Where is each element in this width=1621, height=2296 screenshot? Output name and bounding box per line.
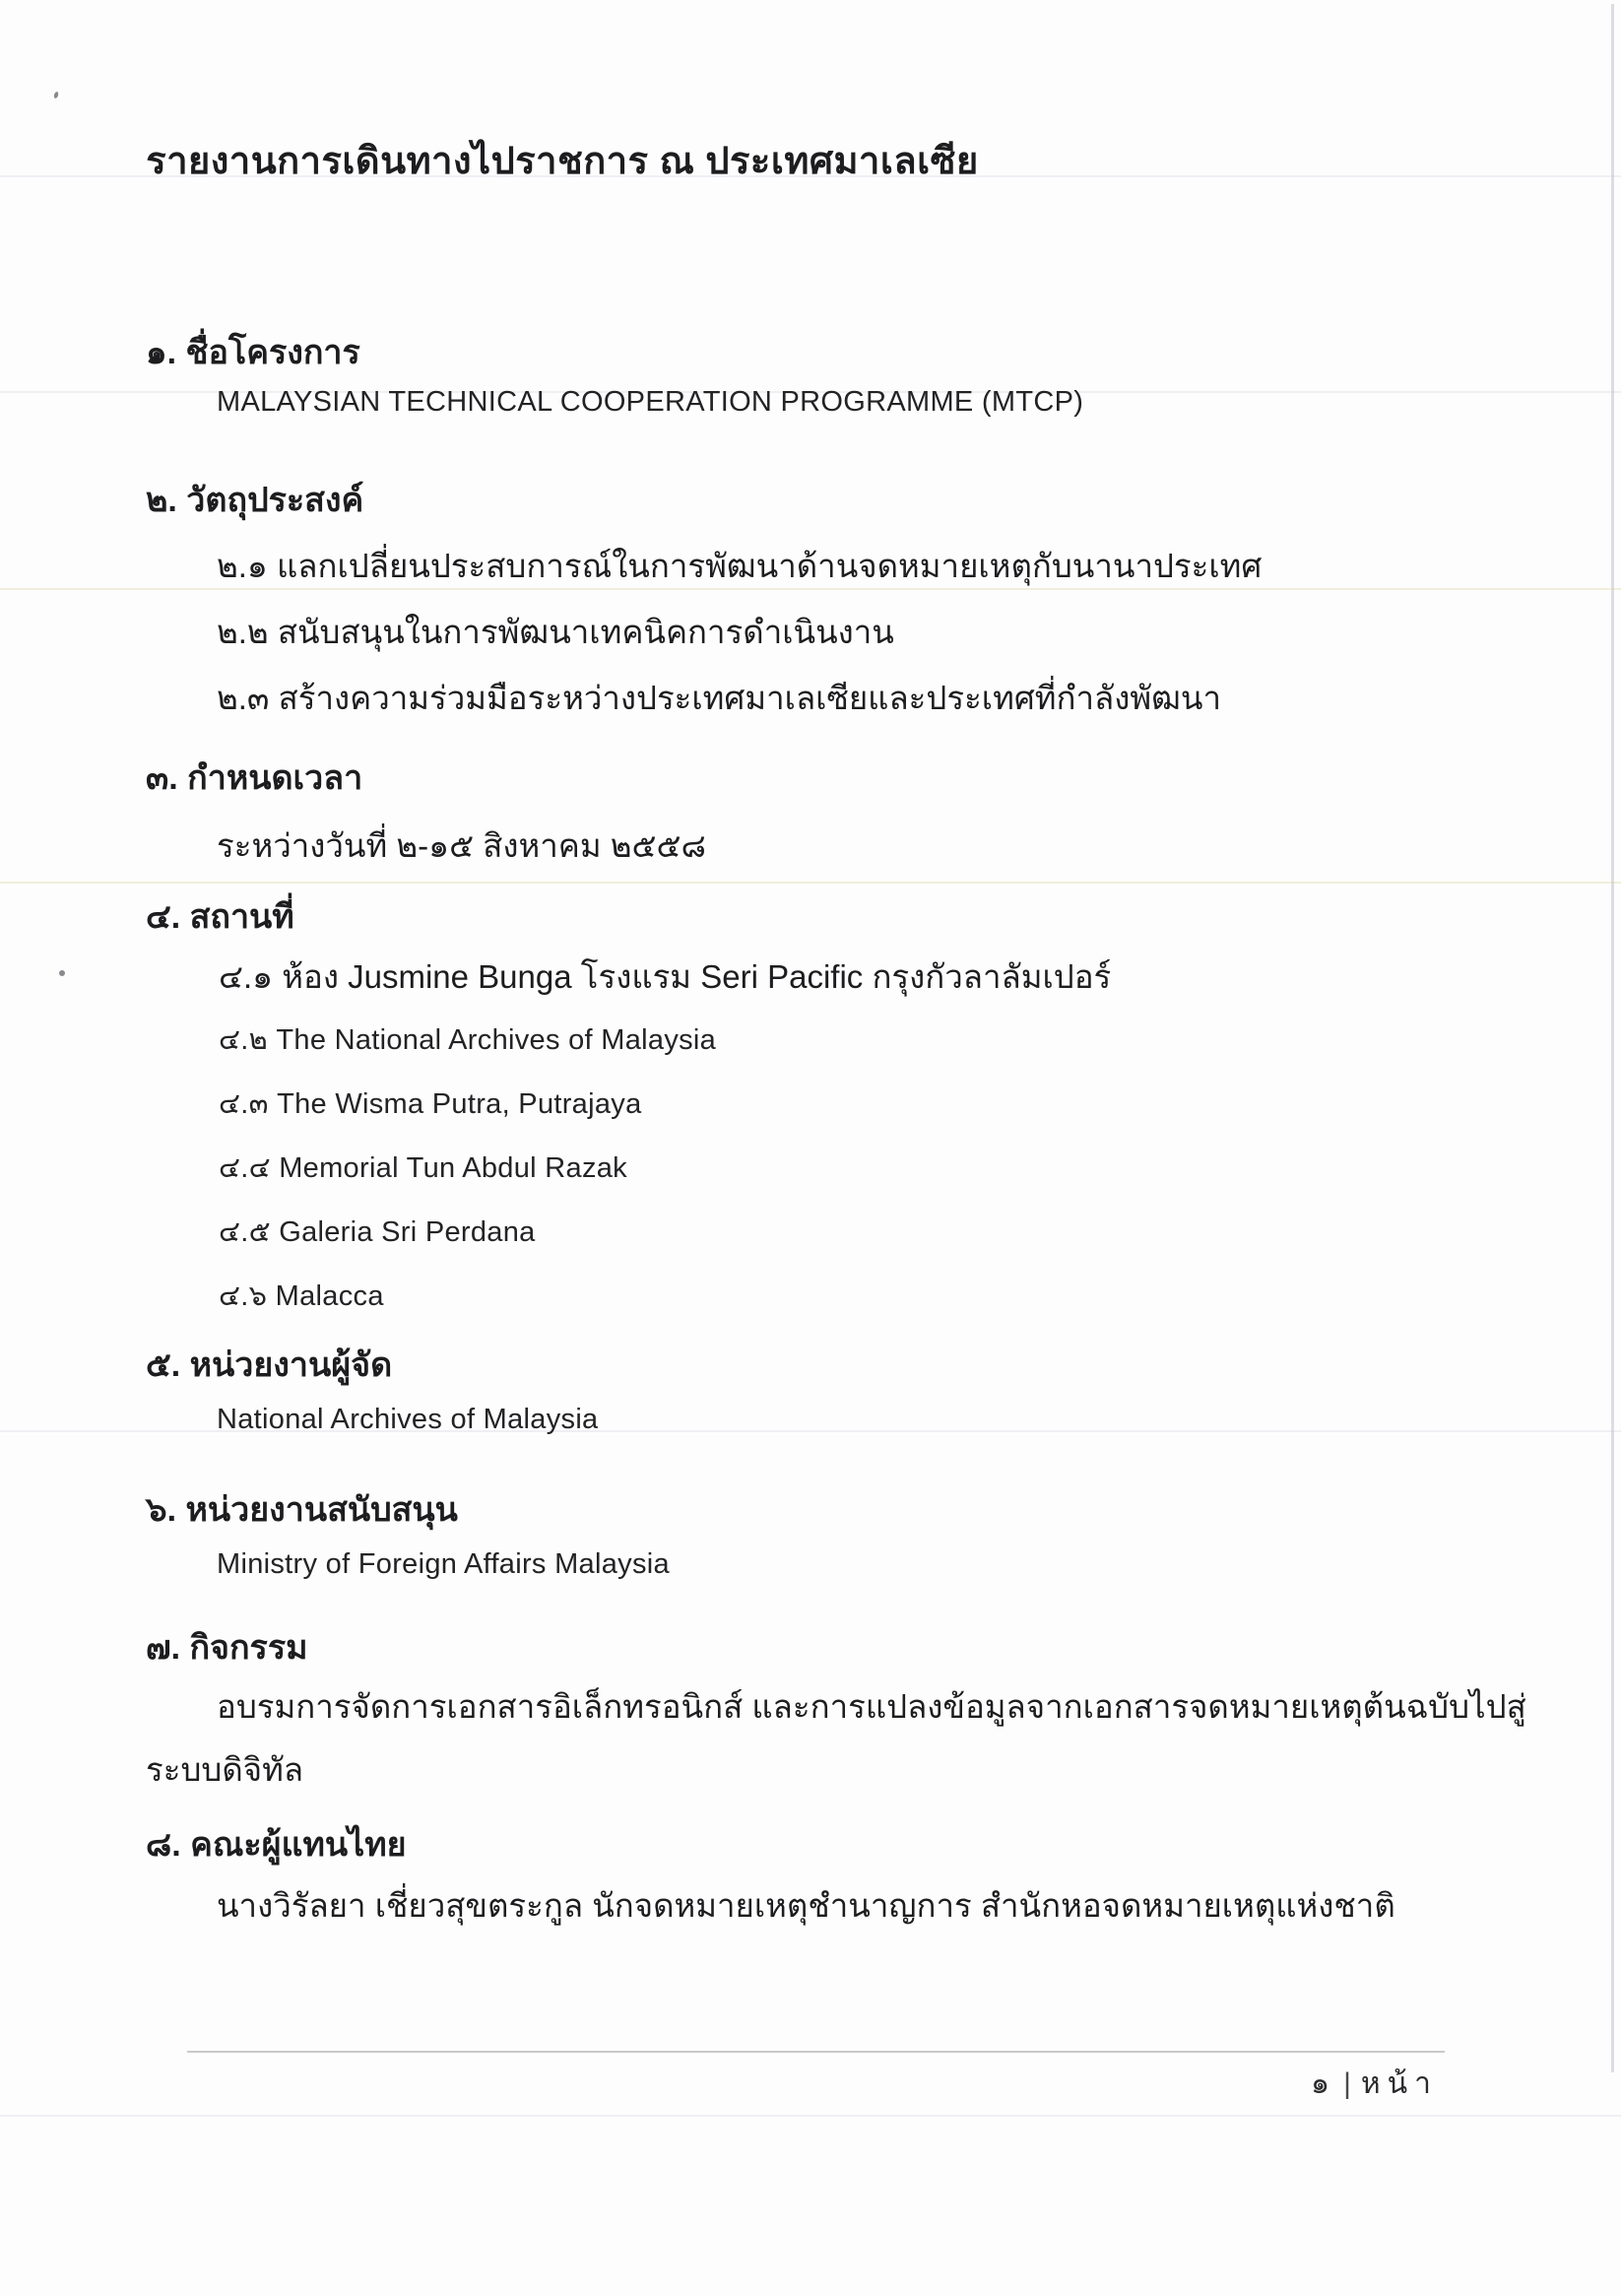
page-label: หน้า [1360,2067,1438,2100]
section-1-line-1: MALAYSIAN TECHNICAL COOPERATION PROGRAMME (MTCP) [217,386,1084,418]
scan-edge-line [1611,4,1614,2072]
section-1-heading: ๑. ชื่อโครงการ [146,334,360,371]
section-4-line-6: ๔.๖ Malacca [219,1280,384,1312]
scan-speck [59,970,65,976]
section-2-line-1: ๒.๑ แลกเปลี่ยนประสบการณ์ในการพัฒนาด้านจดหมายเหตุกับนานาประเทศ [217,548,1263,584]
section-2-line-2: ๒.๒ สนับสนุนในการพัฒนาเทคนิคการดำเนินงาน [217,614,894,650]
section-2-heading: ๒. วัตถุประสงค์ [146,482,364,519]
section-6-line-1: Ministry of Foreign Affairs Malaysia [217,1548,670,1580]
section-6-heading: ๖. หน่วยงานสนับสนุน [146,1491,458,1529]
page-number: ๑ [1311,2067,1334,2100]
section-5-heading: ๕. หน่วยงานผู้จัด [146,1346,393,1384]
scan-artifact-line [0,882,1621,884]
section-3-heading: ๓. กำหนดเวลา [146,759,363,797]
section-4-heading: ๔. สถานที่ [146,898,294,936]
page-title: รายงานการเดินทางไปราชการ ณ ประเทศมาเลเซีย [146,141,979,182]
section-8-line-1: นางวิรัลยา เชี่ยวสุขตระกูล นักจดหมายเหตุชำนาญการ สำนักหอจดหมายเหตุแห่งชาติ [217,1887,1395,1924]
footer-rule [187,2051,1445,2053]
page-number-footer [1221,2061,1438,2107]
scan-speck [53,92,59,99]
section-7-line-1: อบรมการจัดการเอกสารอิเล็กทรอนิกส์ และการแปลงข้อมูลจากเอกสารจดหมายเหตุต้นฉบับไปสู่ [217,1688,1526,1725]
section-4-line-5: ๔.๕ Galeria Sri Perdana [219,1216,536,1248]
section-2-line-3: ๒.๓ สร้างความร่วมมือระหว่างประเทศมาเลเซียและประเทศที่กำลังพัฒนา [217,680,1222,716]
section-8-heading: ๘. คณะผู้แทนไทย [146,1826,407,1864]
section-4-line-4: ๔.๔ Memorial Tun Abdul Razak [219,1152,627,1184]
section-7-line-2: ระบบดิจิทัล [146,1751,304,1788]
scan-artifact-line [0,2115,1621,2117]
page-number-separator: | [1343,2067,1351,2100]
section-7-heading: ๗. กิจกรรม [146,1629,308,1667]
section-4-line-3: ๔.๓ The Wisma Putra, Putrajaya [219,1088,642,1120]
section-3-line-1: ระหว่างวันที่ ๒-๑๕ สิงหาคม ๒๕๕๘ [217,827,706,864]
section-5-line-1: National Archives of Malaysia [217,1404,599,1435]
section-4-line-1: ๔.๑ ห้อง Jusmine Bunga โรงแรม Seri Pacific กรุงกัวลาลัมเปอร์ [219,958,1112,995]
section-4-line-2: ๔.๒ The National Archives of Malaysia [219,1024,717,1056]
